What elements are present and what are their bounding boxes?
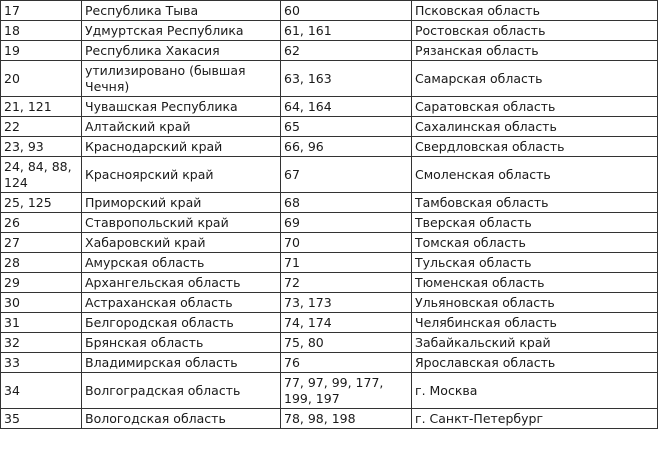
region-name-cell: Ульяновская область: [412, 293, 658, 313]
region-name-cell: Астраханская область: [82, 293, 281, 313]
region-name-cell: Челябинская область: [412, 313, 658, 333]
code-cell: 32: [1, 333, 82, 353]
code-cell: 69: [281, 213, 412, 233]
code-cell: 67: [281, 157, 412, 193]
table-row: [1, 233, 658, 253]
region-name-cell: Тульская область: [412, 253, 658, 273]
code-cell: 31: [1, 313, 82, 333]
code-cell: 61, 161: [281, 21, 412, 41]
code-cell: 18: [1, 21, 82, 41]
table-row: [1, 97, 658, 117]
code-cell: 60: [281, 1, 412, 21]
region-name-cell: Алтайский край: [82, 117, 281, 137]
table-row: [1, 117, 658, 137]
table-row: [1, 1, 658, 21]
code-cell: 71: [281, 253, 412, 273]
region-name-cell: Приморский край: [82, 193, 281, 213]
code-cell: 22: [1, 117, 82, 137]
region-name-cell: Чувашская Республика: [82, 97, 281, 117]
table-row: [1, 273, 658, 293]
code-cell: 68: [281, 193, 412, 213]
region-name-cell: Самарская область: [412, 61, 658, 97]
region-name-cell: г. Санкт-Петербург: [412, 409, 658, 429]
region-name-cell: Тюменская область: [412, 273, 658, 293]
code-cell: 66, 96: [281, 137, 412, 157]
code-cell: 62: [281, 41, 412, 61]
code-cell: 25, 125: [1, 193, 82, 213]
code-cell: 21, 121: [1, 97, 82, 117]
code-cell: 76: [281, 353, 412, 373]
table-row: [1, 409, 658, 429]
code-cell: 73, 173: [281, 293, 412, 313]
region-name-cell: Белгородская область: [82, 313, 281, 333]
code-cell: 26: [1, 213, 82, 233]
region-name-cell: г. Москва: [412, 373, 658, 409]
code-cell: 27: [1, 233, 82, 253]
table-row: [1, 333, 658, 353]
region-name-cell: Забайкальский край: [412, 333, 658, 353]
region-name-cell: Тверская область: [412, 213, 658, 233]
region-name-cell: Ростовская область: [412, 21, 658, 41]
region-name-cell: Хабаровский край: [82, 233, 281, 253]
table-row: [1, 253, 658, 273]
region-name-cell: Амурская область: [82, 253, 281, 273]
region-name-cell: Вологодская область: [82, 409, 281, 429]
code-cell: 30: [1, 293, 82, 313]
region-name-cell: Владимирская область: [82, 353, 281, 373]
code-cell: 75, 80: [281, 333, 412, 353]
code-cell: 72: [281, 273, 412, 293]
region-name-cell: Тамбовская область: [412, 193, 658, 213]
region-name-cell: Красноярский край: [82, 157, 281, 193]
region-name-cell: Свердловская область: [412, 137, 658, 157]
code-cell: 28: [1, 253, 82, 273]
region-name-cell: Смоленская область: [412, 157, 658, 193]
table-row: [1, 21, 658, 41]
code-cell: 20: [1, 61, 82, 97]
table-row: [1, 293, 658, 313]
code-cell: 34: [1, 373, 82, 409]
region-name-cell: утилизировано (бывшая Чечня): [82, 61, 281, 97]
code-cell: 74, 174: [281, 313, 412, 333]
code-cell: 64, 164: [281, 97, 412, 117]
code-cell: 19: [1, 41, 82, 61]
code-cell: 35: [1, 409, 82, 429]
region-name-cell: Удмуртская Республика: [82, 21, 281, 41]
table-row: [1, 157, 658, 193]
region-name-cell: Краснодарский край: [82, 137, 281, 157]
code-cell: 78, 98, 198: [281, 409, 412, 429]
table-row: [1, 353, 658, 373]
region-codes-table-body: [1, 1, 658, 429]
code-cell: 24, 84, 88, 124: [1, 157, 82, 193]
region-name-cell: Псковская область: [412, 1, 658, 21]
table-row: [1, 137, 658, 157]
region-name-cell: Саратовская область: [412, 97, 658, 117]
code-cell: 23, 93: [1, 137, 82, 157]
region-name-cell: Рязанская область: [412, 41, 658, 61]
table-row: [1, 213, 658, 233]
region-name-cell: Томская область: [412, 233, 658, 253]
region-name-cell: Брянская область: [82, 333, 281, 353]
region-name-cell: Республика Тыва: [82, 1, 281, 21]
code-cell: 77, 97, 99, 177, 199, 197: [281, 373, 412, 409]
table-row: [1, 313, 658, 333]
table-row: [1, 61, 658, 97]
region-name-cell: Республика Хакасия: [82, 41, 281, 61]
code-cell: 63, 163: [281, 61, 412, 97]
region-name-cell: Ярославская область: [412, 353, 658, 373]
code-cell: 65: [281, 117, 412, 137]
code-cell: 29: [1, 273, 82, 293]
code-cell: 33: [1, 353, 82, 373]
table-row: [1, 193, 658, 213]
region-name-cell: Ставропольский край: [82, 213, 281, 233]
region-name-cell: Архангельская область: [82, 273, 281, 293]
region-name-cell: Сахалинская область: [412, 117, 658, 137]
code-cell: 17: [1, 1, 82, 21]
table-row: [1, 373, 658, 409]
region-name-cell: Волгоградская область: [82, 373, 281, 409]
table-row: [1, 41, 658, 61]
code-cell: 70: [281, 233, 412, 253]
